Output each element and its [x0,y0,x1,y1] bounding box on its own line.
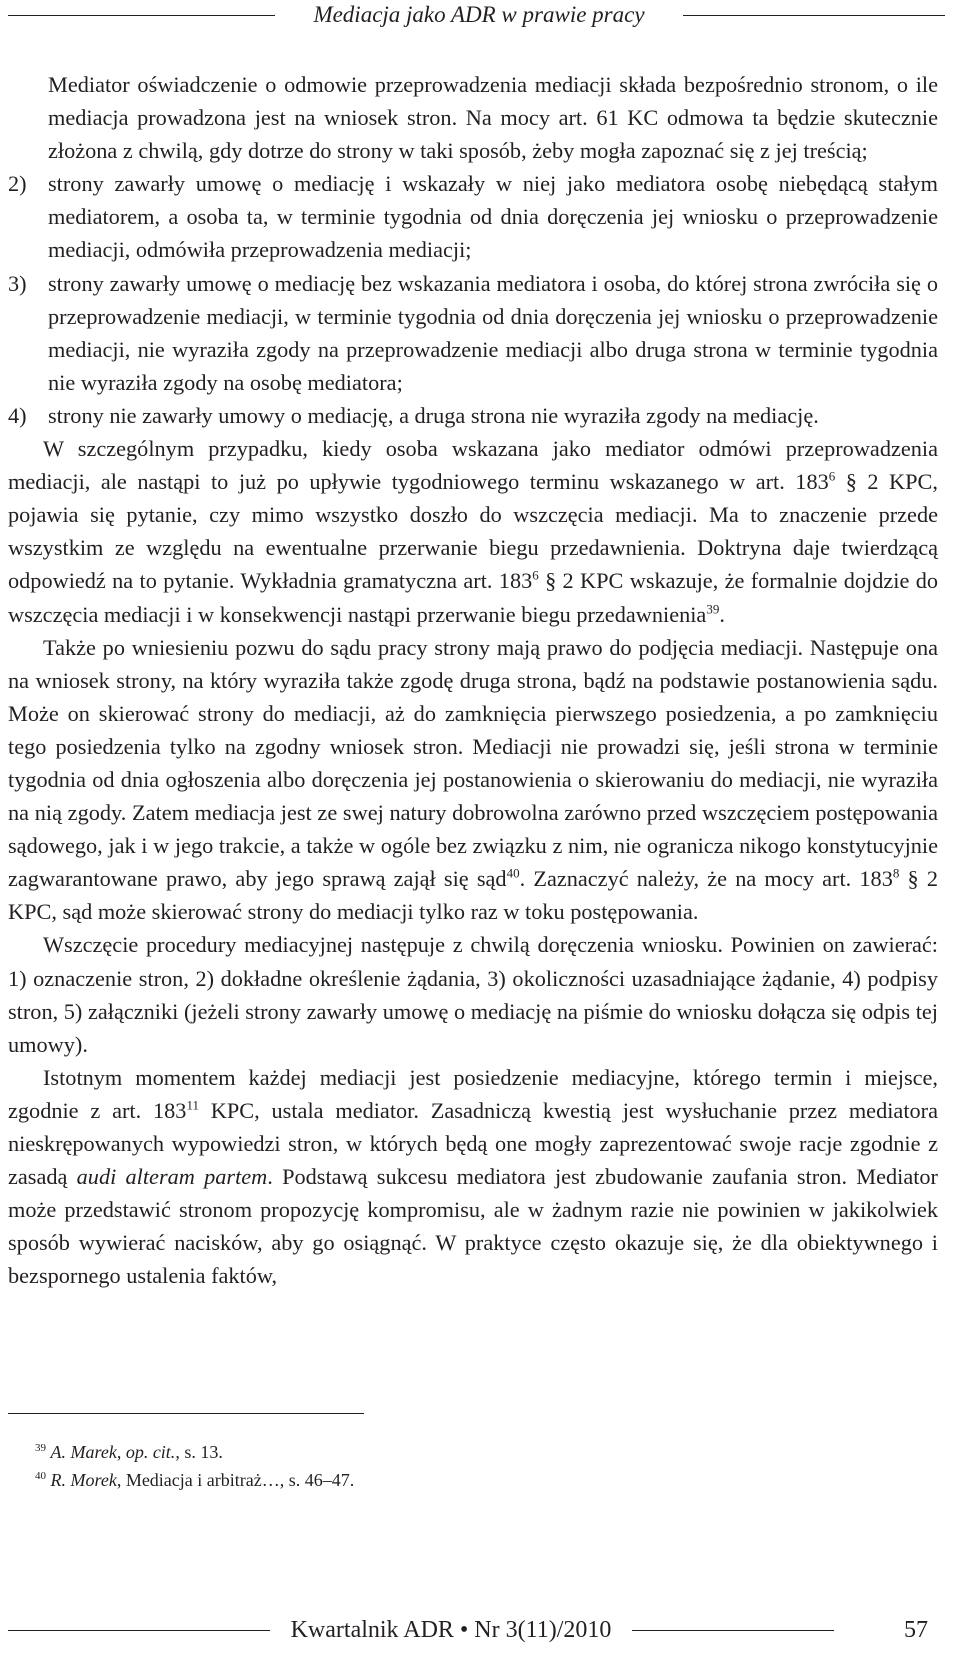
list-item-3 [8,267,938,399]
footnote-author: A. Marek [50,1442,117,1462]
footnote-number: 39 [35,1442,46,1454]
footnote-ref: op. cit. [125,1442,176,1462]
page-footer [0,1612,960,1652]
footnote-40 [35,1466,354,1494]
footnote-text: , s. 13. [175,1442,223,1462]
list-number: 2) [8,171,27,197]
paragraph-continued [8,68,938,167]
main-text [8,68,938,1292]
footer-rule-right [632,1630,834,1631]
text-run: § 2 KPC, pojawia się pytanie, czy mimo wszystko doszło do wszczęcia mediacji. Ma to znaczenie przede wszystkim ze względu na ewentualne przerwanie biegu przedawnienia. Doktryna daje twierdzącą odpowiedź na to pytanie. Wykładnia gramatyczna art. 183 [8,469,938,594]
paragraph-procedure [8,928,938,1060]
list-item-2 [8,167,938,266]
paragraph-special-case [8,432,938,631]
footnote-ref-40[interactable]: 40 [506,865,520,881]
header-rule-left [8,15,275,16]
superscript: 8 [892,865,900,881]
footnote-author: R. Morek [50,1470,117,1490]
footnote-number: 40 [35,1470,46,1482]
footnote-ref-39[interactable]: 39 [706,601,720,617]
list-number: 4) [8,402,27,428]
text-run: Także po wniesieniu pozwu do sądu pracy strony mają prawo do podjęcia mediacji. Następuje ona na wniosek strony, na który wyraziła także zgodę druga strona, bądź na podstawie postanowienia sądu. Może on skierować strony do mediacji, aż do zamknięcia pierwszego posiedzenia, a po zamknięciu tego posiedzenia tylko na zgodny wniosek stron. Mediacji nie prowadzi się, jeśli strona w terminie tygodnia od dnia ogłoszenia albo doręczenia jej postanowienia o skierowaniu do mediacji, nie wyraziła na nią zgody. Zatem mediacja jest ze swej natury dobrowolna zarówno przed wszczęciem postępowania sądowego, jak i w jego trakcie, a także w ogóle bez związku z nim, nie ogranicza nikogo konstytucyjnie zagwarantowane prawo, aby jego sprawą zajął się sąd [8,634,938,892]
text-run: . [719,601,725,627]
paragraph-session [8,1061,938,1293]
list-item-text: strony zawarły umowę o mediację i wskazały w niej jako mediatora osobę niebędącą stałym mediatorem, a osoba ta, w terminie tygodnia od dnia doręczenia jej wniosku o przeprowadzenie mediacji, odmówiła przeprowadzenia mediacji; [48,171,938,263]
footer-rule-left [8,1630,270,1631]
superscript: 6 [532,567,539,583]
text-run: Istotnym momentem każdej mediacji jest posiedzenie mediacyjne, którego termin i miejsce, zgodnie z art. 183 [8,1064,938,1123]
running-title: Mediacja jako ADR w prawie pracy [313,2,645,27]
list-item-text: strony zawarły umowę o mediację bez wskazania mediatora i osoba, do której strona zwróciła się o przeprowadzenie mediacji, w terminie tygodnia od dnia doręczenia jej wniosku o przeprowadzenie mediacji, nie wyraziła zgody na przeprowadzenie mediacji albo druga strona w terminie tygodnia nie wyraziła zgody na osobę mediatora; [48,270,938,395]
footnotes [35,1438,354,1494]
header-rule-right [683,15,945,16]
text-run: § 2 KPC wskazuje, że formalnie dojdzie do wszczęcia mediacji i w konsekwencji nastąpi przerwanie biegu przedawnienia [8,568,938,627]
text-run: Wszczęcie procedury mediacyjnej następuje z chwilą doręczenia wniosku. Powinien on zawierać: 1) oznaczenie stron, 2) dokładne określenie żądania, 3) okoliczności uzasadniające żądanie, 4) podpisy stron, 5) załączniki (jeżeli strony zawarły umowę o mediację na piśmie do wniosku dołącza się odpis tej umowy). [8,932,938,1057]
paragraph-court-mediation [8,631,938,929]
text-run: . Podstawą sukcesu mediatora jest zbudowanie zaufania stron. Mediator może przedstawić stronom propozycję kompromisu, ale w żadnym razie nie powinien w jakikolwiek sposób wywierać nacisków, aby go osiągnąć. W praktyce często okazuje się, że dla obiektywnego i bezspornego ustalenia faktów, [8,1164,938,1289]
page-number: 57 [904,1617,928,1643]
footnote-39: $^{39}$ A. Marek, op. cit., s. 13. [35,1442,223,1462]
latin-phrase: audi alteram partem [76,1164,268,1190]
text-run: W szczególnym przypadku, kiedy osoba wskazana jako mediator odmówi przeprowadzenia mediacji, ale nastąpi to już po upływie tygodniowego terminu wskazanego w art. 183 [8,436,938,495]
footnote-text: , Mediacja i arbitraż…, s. 46–47. [116,1470,355,1490]
superscript: 11 [186,1097,199,1113]
text-run: § 2 KPC, sąd może skierować strony do mediacji tylko raz w toku postępowania. [8,866,938,925]
text-run: KPC, ustala mediator. Zasadniczą kwestią jest wysłuchanie przez mediatora nieskrępowanych wypowiedzi stron, w których będą one mogły zaprezentować swoje racje zgodnie z zasadą [8,1097,938,1190]
text-run: . Zaznaczyć należy, że na mocy art. 183 [519,866,893,892]
footnote-separator [8,1413,364,1414]
superscript: 6 [828,468,836,484]
list-item-4 [8,399,938,432]
running-header [0,0,960,32]
journal-title: Kwartalnik ADR • Nr 3(11)/2010 [290,1617,612,1643]
list-number: 3) [8,270,27,296]
list-item-text: strony nie zawarły umowy o mediację, a druga strona nie wyraziła zgody na mediację. [48,402,819,428]
paragraph-text: Mediator oświadczenie o odmowie przeprowadzenia mediacji składa bezpośrednio stronom, o ile mediacja prowadzona jest na wniosek stron. Na mocy art. 61 KC odmowa ta będzie skutecznie złożona z chwilą, gdy dotrze do strony w taki sposób, żeby mogła zapoznać się z jej treścią; [48,72,938,164]
